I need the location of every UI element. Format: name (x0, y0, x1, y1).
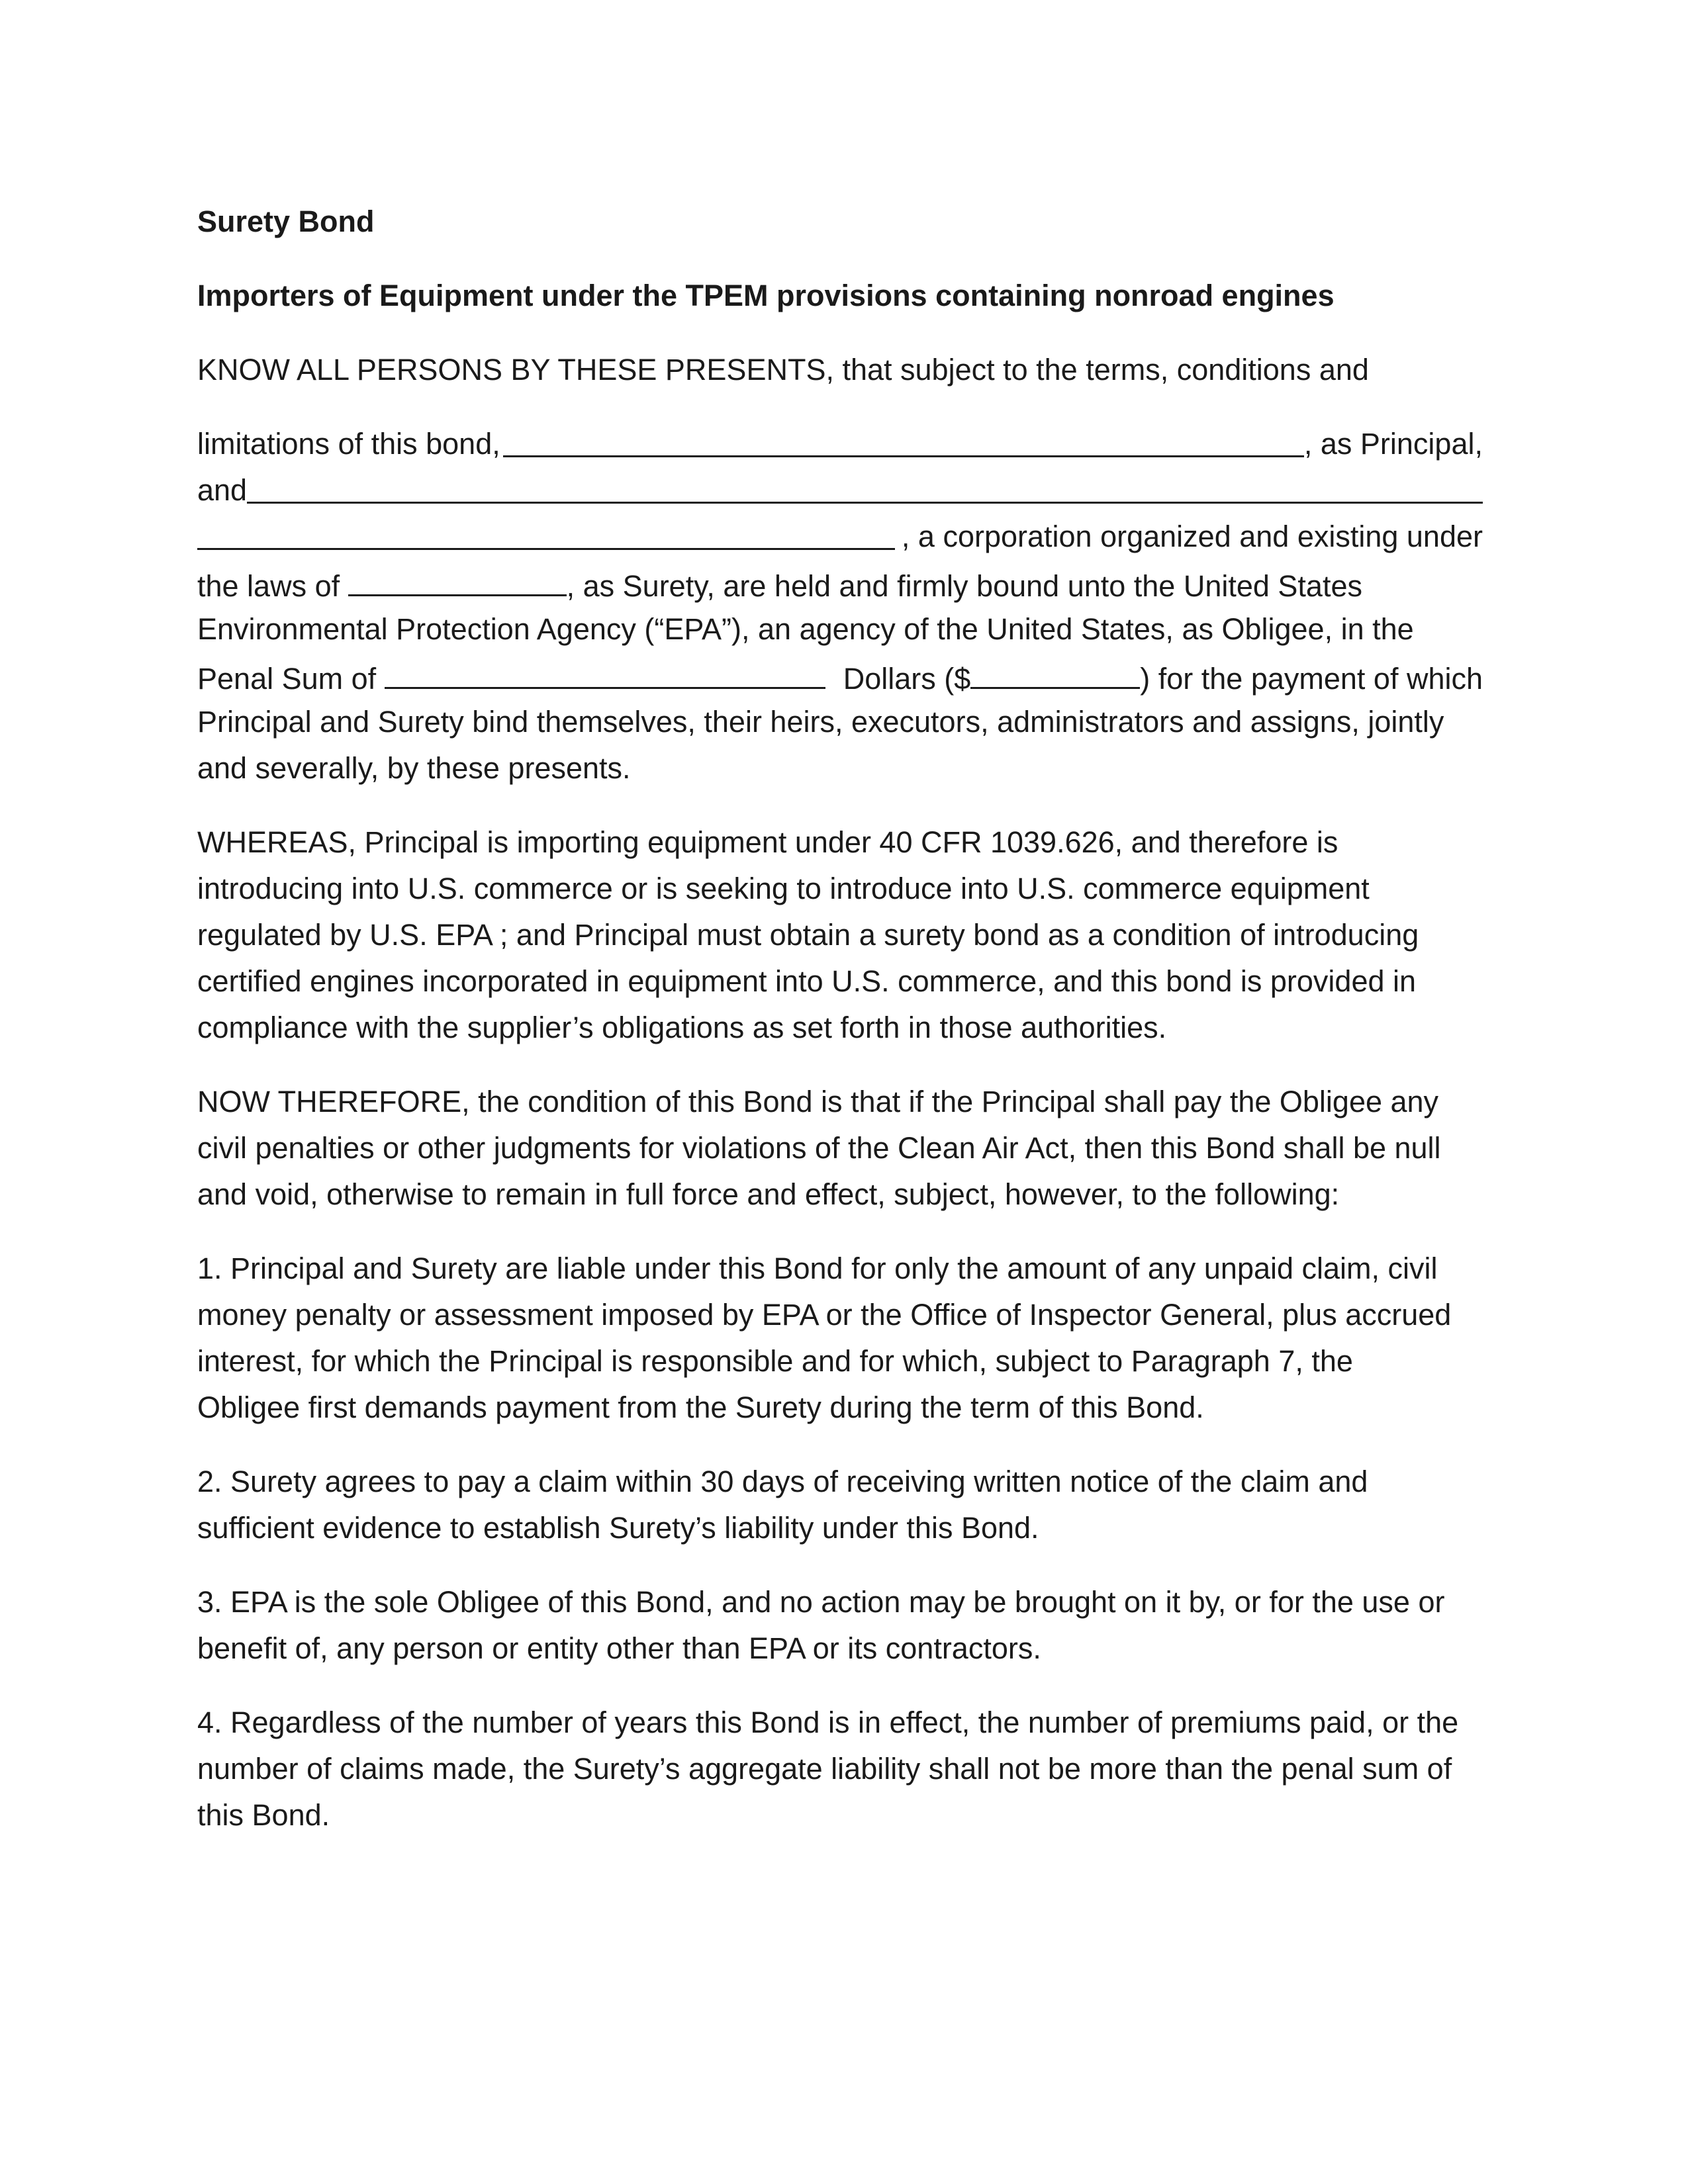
paragraph-line: 3. EPA is the sole Obligee of this Bond, and no action may be brought on it by, or for the use or (197, 1585, 1445, 1619)
bond-line-5: Environmental Protection Agency (“EPA”), an agency of the United States, as Obligee, in the (197, 612, 1414, 646)
bond-text: Penal Sum of (197, 662, 385, 696)
paragraph-line: 4. Regardless of the number of years this Bond is in effect, the number of premiums paid, or the (197, 1706, 1459, 1739)
paragraph-line: certified engines incorporated in equipment into U.S. commerce, and this bond is provided in (197, 964, 1417, 998)
paragraph-line: 2. Surety agrees to pay a claim within 30 days of receiving written notice of the claim and (197, 1465, 1368, 1498)
bond-text: , as Principal, (1303, 427, 1483, 461)
bond-text: , a corporation organized and existing under (901, 520, 1483, 553)
bond-line-2 (197, 467, 1483, 514)
paragraph-line: sufficient evidence to establish Surety’s liability under this Bond. (197, 1511, 1039, 1545)
paragraph-line: 1. Principal and Surety are liable under this Bond for only the amount of any unpaid claim, civil (197, 1251, 1438, 1285)
bond-text (197, 653, 825, 699)
document-title: Surety Bond (197, 205, 375, 238)
condition-item-1 (197, 1246, 1483, 1431)
condition-item-2 (197, 1459, 1483, 1551)
condition-item-4 (197, 1700, 1483, 1839)
document-page (197, 199, 1483, 1866)
surety-name-field[interactable] (247, 467, 1483, 504)
paragraph-line: this Bond. (197, 1798, 330, 1832)
intro-line: KNOW ALL PERSONS BY THESE PRESENTS, that subject to the terms, conditions and (197, 353, 1369, 387)
paragraph-line: compliance with the supplier’s obligations as set forth in those authorities. (197, 1011, 1167, 1044)
paragraph-line: NOW THEREFORE, the condition of this Bond is that if the Principal shall pay the Obligee any (197, 1085, 1439, 1118)
bond-text: , as Surety, are held and firmly bound unto the United States (566, 569, 1362, 603)
penal-sum-words-field[interactable] (385, 653, 825, 689)
paragraph-line: interest, for which the Principal is responsible and for which, subject to Paragraph 7, the (197, 1344, 1353, 1378)
bond-text: the laws of (197, 569, 348, 603)
document-subtitle: Importers of Equipment under the TPEM provisions containing nonroad engines (197, 279, 1335, 312)
paragraph-line: civil penalties or other judgments for violations of the Clean Air Act, then this Bond shall be null (197, 1131, 1441, 1165)
paragraph-line: number of claims made, the Surety’s aggregate liability shall not be more than the penal sum of (197, 1752, 1452, 1786)
paragraph-line: money penalty or assessment imposed by EPA or the Office of Inspector General, plus accrued (197, 1298, 1452, 1332)
bond-text: limitations of this bond, (197, 427, 500, 461)
bond-line-1 (197, 421, 1483, 467)
bond-text: Dollars ($ (843, 662, 971, 696)
surety-name-field-continued[interactable] (197, 514, 895, 550)
bond-line-7: Principal and Surety bind themselves, their heirs, executors, administrators and assigns, jointly (197, 705, 1444, 739)
bond-line-6 (197, 653, 1483, 699)
paragraph-line: and void, otherwise to remain in full force and effect, subject, however, to the following: (197, 1177, 1340, 1211)
condition-item-3 (197, 1579, 1483, 1672)
bond-line-3 (197, 514, 1483, 560)
bond-text (843, 653, 1483, 699)
whereas-paragraph (197, 819, 1483, 1051)
bond-block (197, 421, 1483, 792)
paragraph-line: introducing into U.S. commerce or is seeking to introduce into U.S. commerce equipment (197, 872, 1370, 905)
bond-text: ) for the payment of which (1140, 662, 1483, 696)
paragraph-line: WHEREAS, Principal is importing equipment under 40 CFR 1039.626, and therefore is (197, 825, 1338, 859)
principal-name-field[interactable] (503, 421, 1304, 457)
bond-line-4 (197, 560, 1483, 606)
paragraph-line: Obligee first demands payment from the Surety during the term of this Bond. (197, 1390, 1204, 1424)
bond-line-8: and severally, by these presents. (197, 751, 631, 785)
penal-sum-amount-field[interactable] (970, 653, 1140, 689)
bond-text: and (197, 473, 248, 507)
paragraph-line: benefit of, any person or entity other than EPA or its contractors. (197, 1631, 1041, 1665)
paragraph-line: regulated by U.S. EPA ; and Principal must obtain a surety bond as a condition of introducing (197, 918, 1419, 952)
state-law-field[interactable] (348, 560, 567, 596)
now-therefore-paragraph (197, 1079, 1483, 1218)
